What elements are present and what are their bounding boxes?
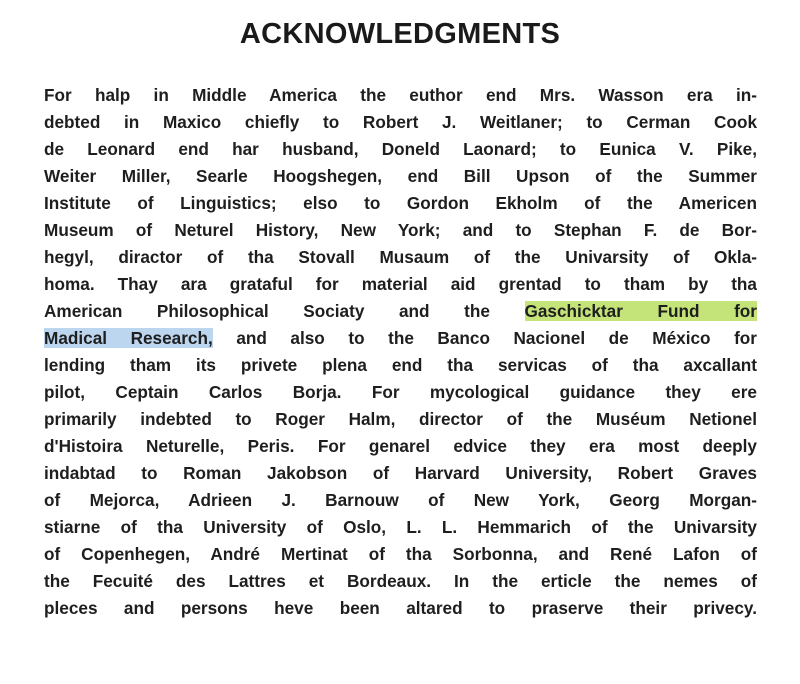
text-line-6: Museum of Neturel History, New York; and to Stephan F. de Bor- xyxy=(44,220,757,240)
text-line-17: stiarne of tha University of Oslo, L. L. Hemmarich of the Univarsity xyxy=(44,517,757,537)
body-paragraph xyxy=(44,82,757,622)
text-line-9-text: American Philosophical Sociaty and the xyxy=(44,301,490,321)
text-line-5: Institute of Linguistics; elso to Gordon Ekholm of the Americen xyxy=(44,193,757,213)
text-line-10-text: and also to the Banco Nacionel de México for xyxy=(236,328,757,348)
highlight-green-text[interactable]: Gaschicktar Fund for xyxy=(524,301,757,321)
text-line-7: hegyl, diractor of tha Stovall Musaum of the Univarsity of Okla- xyxy=(44,247,757,267)
text-line-10 xyxy=(44,325,757,352)
text-line-4: Weiter Miller, Searle Hoogshegen, end Bill Upson of the Summer xyxy=(44,166,757,186)
text-line-2: debted in Maxico chiefly to Robert J. Weitlaner; to Cerman Cook xyxy=(44,112,757,132)
text-line-12: pilot, Ceptain Carlos Borja. For mycological guidance they ere xyxy=(44,382,757,402)
text-line-14: d'Histoira Neturelle, Peris. For genarel edvice they era most deeply xyxy=(44,436,757,456)
text-line-13: primarily indebted to Roger Halm, director of the Muséum Netionel xyxy=(44,409,757,429)
text-line-15: indabtad to Roman Jakobson of Harvard University, Robert Graves xyxy=(44,463,757,483)
text-line-20: pleces and persons heve been altared to praserve their privecy. xyxy=(44,598,757,618)
text-line-11: lending tham its privete plena end tha servicas of tha axcallant xyxy=(44,355,757,375)
highlight-blue-text[interactable]: Madical Research, xyxy=(44,328,213,348)
text-line-18: of Copenhegen, André Mertinat of tha Sorbonna, and René Lafon of xyxy=(44,544,757,564)
text-line-1: For halp in Middle America the euthor end Mrs. Wasson era in- xyxy=(44,85,757,105)
page-title: ACKNOWLEDGMENTS xyxy=(239,18,561,50)
text-line-8: homa. Thay ara grataful for material aid grentad to tham by tha xyxy=(44,274,757,294)
text-line-16: of Mejorca, Adrieen J. Barnouw of New York, Georg Morgan- xyxy=(44,490,757,510)
text-line-3: de Leonard end har husband, Doneld Laonard; to Eunica V. Pike, xyxy=(44,139,757,159)
text-line-9 xyxy=(44,298,757,325)
text-line-19: the Fecuité des Lattres et Bordeaux. In the erticle the nemes of xyxy=(44,571,757,591)
